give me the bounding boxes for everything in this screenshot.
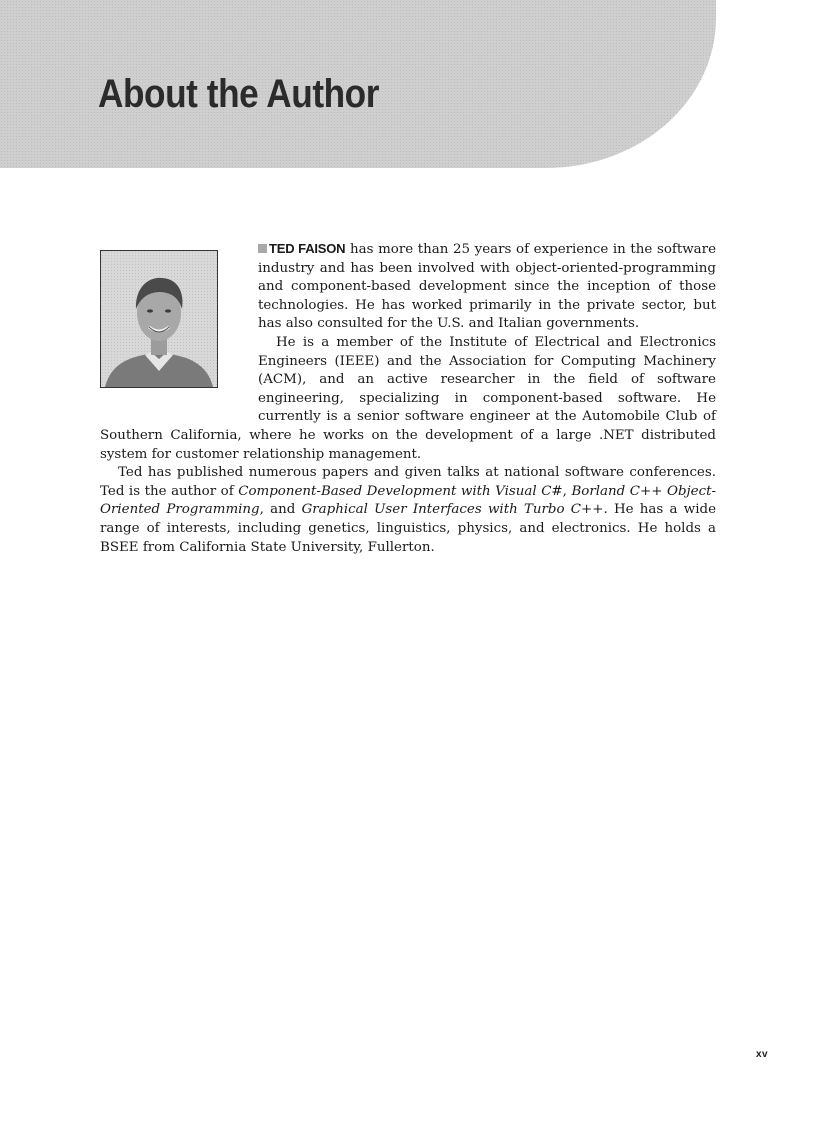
bio-paragraph-1-text: has more than 25 years of experience in the software industry and has been involved with object-oriented-programming and component-based development since the inception of those technologies. He has worked primarily in the private sector, but has also consulted for the U.S. and Italian governments. [258,242,716,332]
photo-text-wrap-spacer [100,240,258,412]
section-marker-icon [258,244,267,253]
bio-paragraph-1 [100,240,716,334]
page-number: xv [756,1049,769,1060]
bio-paragraph-3-outro: . He has a wide range of interests, including genetics, linguistics, physics, and electronics. He holds a BSEE from California State University, Fullerton. [100,502,716,555]
book-title-2: Borland C++ Object-Oriented Programming [100,483,717,518]
bio-paragraph-3-intro: Ted has published numerous papers and given talks at national software conferences. Ted is the author of [100,465,716,499]
author-bio [100,240,716,557]
chapter-title: About the Author [98,72,380,116]
bio-paragraph-3 [100,464,716,557]
book-title-3: Graphical User Interfaces with Turbo C++ [301,502,604,518]
book-title-separator-1: , [562,483,572,499]
book-title-separator-2: , and [259,502,302,518]
bio-paragraph-2: He is a member of the Institute of Electrical and Electronics Engineers (IEEE) and the Association for Computing Machinery (ACM), and an active researcher in the field of software engineering, specializing in component-based software. He currently is a senior software engineer at the Automobile Club of Southern California, where he works on the development of a large .NET distributed system for customer relationship management. [100,334,716,462]
author-name: TED FAISON [269,241,346,256]
book-title-1: Component-Based Development with Visual C# [238,483,563,499]
